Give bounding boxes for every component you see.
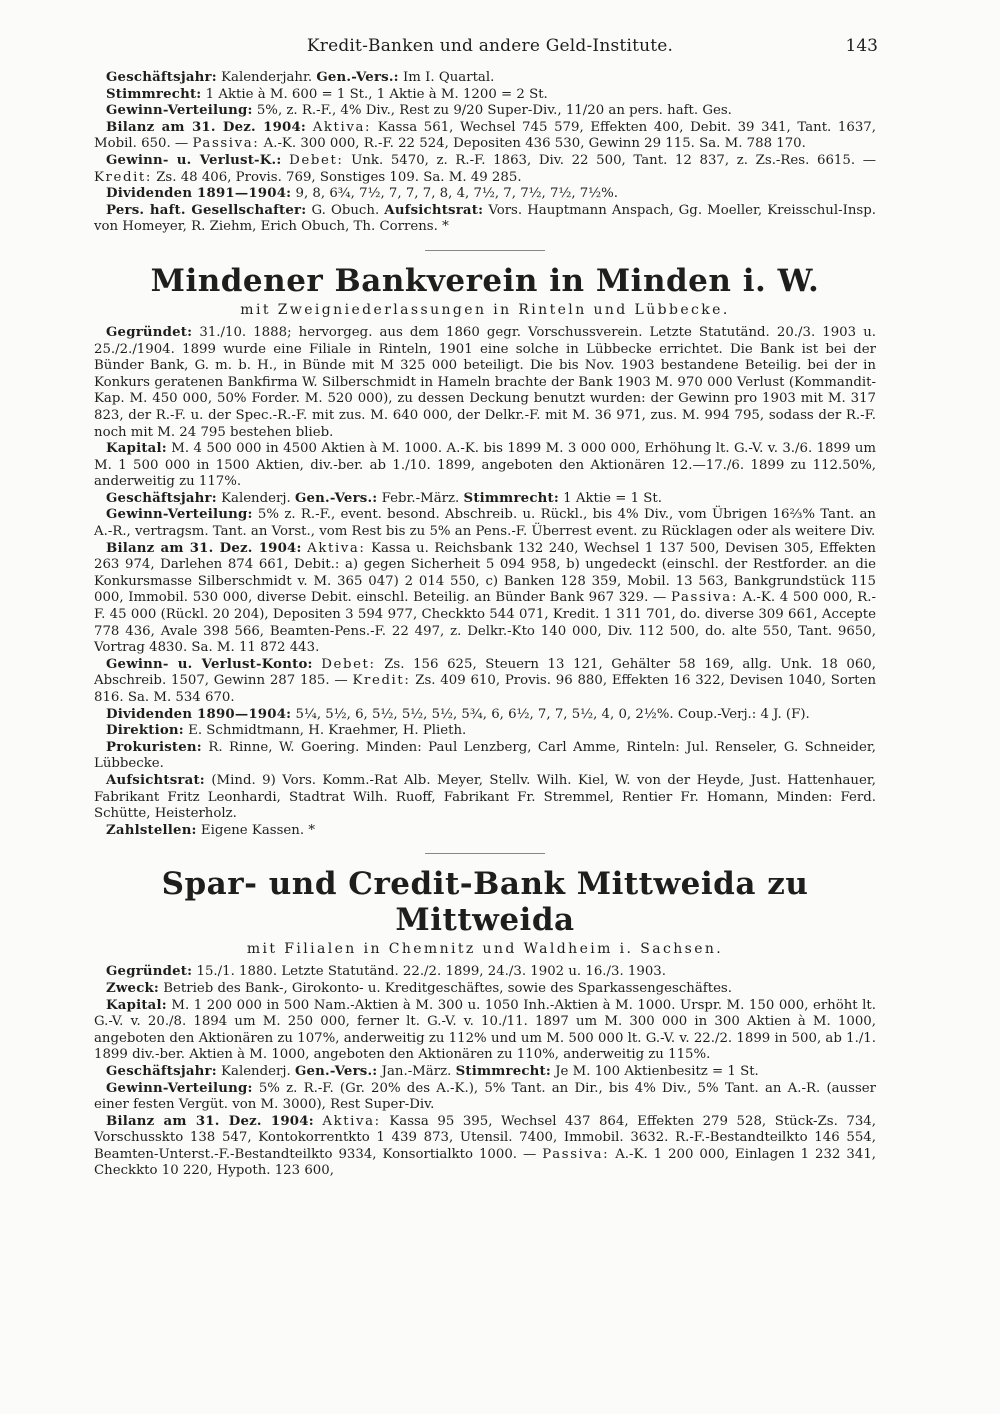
bank-subtitle: mit Zweigniederlassungen in Rinteln und Lübbecke. bbox=[240, 301, 730, 318]
aufsichtsrat-label: Aufsichtsrat: bbox=[384, 202, 484, 218]
prokuristen-paragraph bbox=[94, 740, 876, 773]
bilanz-paragraph bbox=[94, 120, 876, 153]
gesellschafter-text: G. Obuch. bbox=[311, 202, 380, 218]
guv-debet-text: Zs. 156 625, Steuern 13 121, Gehälter 58 169, allg. Unk. 18 060, Abschreib. 1507, Gewinn 287 185. — bbox=[94, 656, 876, 689]
bilanz-passiva-text: A.-K. 300 000, R.-F. 22 524, Depositen 436 530, Gewinn 29 115. Sa. M. 788 170. bbox=[263, 136, 806, 152]
bank-title: Spar- und Credit-Bank Mittweida zu Mittweida bbox=[161, 866, 809, 939]
dividenden-label: Dividenden 1891—1904: bbox=[106, 186, 292, 202]
gen-vers-label: Gen.-Vers.: bbox=[294, 1063, 378, 1079]
dividenden-text: 5¼, 5½, 6, 5½, 5½, 5½, 5¾, 6, 6½, 7, 7, 5½, 4, 0, 2½%. Coup.-Verj.: 4 J. (F). bbox=[295, 706, 810, 722]
geschaeftsjahr-text: Kalenderj. bbox=[221, 1063, 291, 1079]
bilanz-label: Bilanz am 31. Dez. 1904: bbox=[106, 119, 307, 135]
zweck-text: Betrieb des Bank-, Girokonto- u. Kreditgeschäftes, sowie des Sparkassengeschäftes. bbox=[163, 980, 732, 996]
gewinn-verteilung-paragraph bbox=[94, 507, 876, 540]
gesellschafter-paragraph bbox=[94, 203, 876, 236]
geschaeftsjahr-text: Kalenderj. bbox=[221, 490, 291, 506]
bilanz-aktiva-text: Kassa 95 395, Wechsel 437 864, Effekten 279 528, Stück-Zs. 734, Vorschusskto 138 547, Kontokorrentkto 1 439 873, Utensil. 7400, Immobil. 3632. R.-F.-Bestandteilkto 146 554, Beamten-Unterst.-F.-Bestandteilkto 9334, Konsortialkto 1000. — bbox=[94, 1113, 876, 1162]
zahlstellen-label: Zahlstellen: bbox=[106, 822, 197, 838]
debet-word: Debet: bbox=[321, 656, 376, 672]
bilanz-label: Bilanz am 31. Dez. 1904: bbox=[106, 540, 302, 556]
gegruendet-label: Gegründet: bbox=[106, 324, 193, 340]
gewinn-verteilung-label: Gewinn-Verteilung: bbox=[106, 507, 253, 523]
passiva-word: Passiva: bbox=[192, 136, 260, 152]
geschaeftsjahr-line bbox=[94, 70, 876, 87]
guv-paragraph bbox=[94, 153, 876, 186]
direktion-label: Direktion: bbox=[106, 723, 184, 739]
gewinn-verteilung-line bbox=[94, 103, 876, 120]
kredit-word: Kredit: bbox=[94, 169, 152, 185]
kapital-text: M. 1 200 000 in 500 Nam.-Aktien à M. 300 u. 1050 Inh.-Aktien à M. 1000. Urspr. M. 150 000, erhöht lt. G.-V. v. 20./8. 1894 um M. 250 000, ferner lt. G.-V. v. 10./11. 1897 um M. 300 000 in 300 Aktien à M. 1000, angeboten den Aktionären zu 107%, anderweitig zu 112% und um M. 500 000 lt. G.-V. v. 22./2. 1899 in 500, ab 1./1. 1899 div.-ber. Aktien à M. 1000, angeboten den Aktionären zu 110%, anderweitig zu 115%. bbox=[94, 997, 876, 1063]
gen-vers-label: Gen.-Vers.: bbox=[294, 490, 378, 506]
zweck-label: Zweck: bbox=[106, 980, 160, 996]
gesellschafter-label: Pers. haft. Gesellschafter: bbox=[106, 202, 307, 218]
guv-debet-text: Unk. 5470, z. R.-F. 1863, Div. 22 500, Tant. 12 837, z. Zs.-Res. 6615. — bbox=[351, 152, 876, 168]
guv-kredit-text: Zs. 48 406, Provis. 769, Sonstiges 109. Sa. M. 49 285. bbox=[156, 169, 522, 185]
zweck-line bbox=[94, 981, 876, 998]
running-title: Kredit-Banken und andere Geld-Institute. bbox=[306, 36, 674, 56]
gen-vers-text: Febr.-März. bbox=[381, 490, 460, 506]
prokuristen-text: R. Rinne, W. Goering. Minden: Paul Lenzberg, Carl Amme, Rinteln: Jul. Renseler, G. Schneider, Lübbecke. bbox=[94, 739, 876, 772]
aktiva-word: Aktiva: bbox=[322, 1113, 381, 1129]
zahlstellen-text: Eigene Kassen. bbox=[200, 822, 305, 838]
stimmrecht-text: 1 Aktie à M. 600 = 1 St., 1 Aktie à M. 1200 = 2 St. bbox=[205, 86, 548, 102]
bilanz-passiva-text: A.-K. 4 500 000, R.-F. 45 000 (Rückl. 20 204), Depositen 3 594 977, Checkkto 544 071, Kredit. 1 311 701, do. diverse 309 661, Accepte 778 436, Avale 398 566, Beamten-Pens.-F. 22 497, z. Delkr.-Kto 140 000, Div. 112 500, do. alte 550, Tant. 9650, Vortrag 4830. Sa. M. 11 872 443. bbox=[94, 590, 876, 656]
gewinn-verteilung-paragraph bbox=[94, 1081, 876, 1114]
gewinn-verteilung-label: Gewinn-Verteilung: bbox=[106, 103, 253, 119]
gegruendet-paragraph bbox=[94, 325, 876, 441]
bank-subtitle: mit Filialen in Chemnitz und Waldheim i. Sachsen. bbox=[246, 941, 724, 958]
bilanz-passiva-text: A.-K. 1 200 000, Einlagen 1 232 341, Checkkto 10 220, Hypoth. 123 600, bbox=[94, 1146, 877, 1179]
bank-entry-mindener bbox=[94, 263, 876, 839]
bilanz-label: Bilanz am 31. Dez. 1904: bbox=[106, 1113, 314, 1129]
page-content bbox=[94, 70, 876, 1180]
dividenden-paragraph bbox=[94, 707, 876, 724]
dividenden-text: 9, 8, 6¾, 7½, 7, 7, 7, 8, 4, 7½, 7, 7½, 7½, 7½%. bbox=[295, 186, 619, 202]
gewinn-verteilung-text: 5% z. R.-F. (Gr. 20% des A.-K.), 5% Tant. an Dir., bis 4% Div., 5% Tant. an A.-R. (ausser einer festen Vergüt. von M. 3000), Rest Super-Div. bbox=[94, 1080, 876, 1113]
passiva-word: Passiva: bbox=[671, 590, 738, 606]
section-divider bbox=[425, 250, 545, 251]
gegruendet-line bbox=[94, 964, 876, 981]
geschaeftsjahr-line bbox=[94, 1064, 876, 1081]
end-star: * bbox=[308, 822, 315, 838]
bilanz-paragraph bbox=[94, 1114, 876, 1180]
prokuristen-label: Prokuristen: bbox=[106, 739, 202, 755]
guv-label: Gewinn- u. Verlust-Konto: bbox=[106, 656, 313, 672]
aufsichtsrat-label: Aufsichtsrat: bbox=[106, 772, 205, 788]
kapital-paragraph bbox=[94, 441, 876, 491]
kapital-label: Kapital: bbox=[106, 441, 167, 457]
stimmrecht-label: Stimmrecht: bbox=[106, 86, 202, 102]
gewinn-verteilung-label: Gewinn-Verteilung: bbox=[106, 1080, 253, 1096]
bilanz-aktiva-text: Kassa u. Reichsbank 132 240, Wechsel 1 137 500, Devisen 305, Effekten 263 974, Darlehen 874 661, Debit.: a) gegen Sicherheit 5 094 958, b) ungedeckt (einschl. der Restforder. an die Konkursmasse Silberschmidt v. M. 365 047) 2 014 550, c) Banken 128 359, Mobil. 13 563, Bankgrundstück 115 000, Immobil. 530 000, diverse Debit. einschl. Beteilig. an Bünder Bank 967 329. — bbox=[94, 540, 876, 606]
gewinn-verteilung-text: 5%, z. R.-F., 4% Div., Rest zu 9/20 Super-Div., 11/20 an pers. haft. Ges. bbox=[256, 103, 732, 119]
geschaeftsjahr-line bbox=[94, 491, 876, 508]
guv-label: Gewinn- u. Verlust-K.: bbox=[106, 152, 282, 168]
aktiva-word: Aktiva: bbox=[312, 119, 372, 135]
gewinn-verteilung-text: 5% z. R.-F., event. besond. Abschreib. u. Rückl., bis 4% Div., vom Übrigen 16⅔% Tant. an A.-R., vertragsm. Tant. an Vorst., vom Rest bis zu 5% an Pens.-F. Überrest event. zu Rücklagen oder als weitere Div. bbox=[94, 507, 876, 540]
previous-entry bbox=[94, 70, 876, 236]
dividenden-label: Dividenden 1890—1904: bbox=[106, 706, 292, 722]
stimmrecht-line bbox=[94, 87, 876, 104]
end-star: * bbox=[442, 219, 449, 235]
direktion-line bbox=[94, 723, 876, 740]
geschaeftsjahr-label: Geschäftsjahr: bbox=[106, 1063, 217, 1079]
gegruendet-label: Gegründet: bbox=[106, 964, 193, 980]
kredit-word: Kredit: bbox=[352, 673, 411, 689]
gegruendet-text: 31./10. 1888; hervorgeg. aus dem 1860 gegr. Vorschussverein. Letzte Statutänd. 20./3. 1903 u. 25./2./1904. 1899 wurde eine Filiale in Rinteln, 1901 eine solche in Lübbecke errichtet. Die Bank ist bei der Bünder Bank, G. m. b. H., in Bünde mit M 325 000 beteiligt. Die bis Nov. 1903 bestandene Beteilig. bei der in Konkurs geratenen Bankfirma W. Silberschmidt in Hameln brachte der Bank 1903 M. 970 000 Verlust (Kommandit-Kap. M. 450 000, 50% Forder. M. 520 000), zu dessen Deckung benutzt wurden: der Gewinn pro 1903 mit M. 317 823, der R.-F. u. der Spec.-R.-F. mit zus. M. 640 000, der Delkr.-F. mit M. 36 971, zus. M. 994 795, sodass der R.-F. noch mit M. 24 795 bestehen blieb. bbox=[94, 324, 876, 440]
bank-entry-mittweida bbox=[94, 866, 876, 1180]
section-divider bbox=[425, 853, 545, 854]
gen-vers-text: Im I. Quartal. bbox=[403, 70, 495, 85]
guv-kredit-text: Zs. 409 610, Provis. 96 880, Effekten 16 322, Devisen 1040, Sorten 816. Sa. M. 534 670. bbox=[94, 673, 877, 705]
page-number: 143 bbox=[845, 36, 878, 56]
gen-vers-label: Gen.-Vers.: bbox=[316, 70, 399, 85]
guv-paragraph bbox=[94, 657, 876, 707]
bank-title: Mindener Bankverein in Minden i. W. bbox=[150, 262, 820, 299]
bilanz-paragraph bbox=[94, 541, 876, 657]
dividenden-line bbox=[94, 186, 876, 203]
stimmrecht-text: 1 Aktie = 1 St. bbox=[563, 490, 662, 506]
direktion-text: E. Schmidtmann, H. Kraehmer, H. Plieth. bbox=[188, 723, 467, 739]
geschaeftsjahr-label: Geschäftsjahr: bbox=[106, 70, 217, 85]
stimmrecht-label: Stimmrecht: bbox=[463, 490, 559, 506]
zahlstellen-line bbox=[94, 823, 876, 840]
geschaeftsjahr-label: Geschäftsjahr: bbox=[106, 490, 217, 506]
passiva-word: Passiva: bbox=[542, 1146, 610, 1162]
stimmrecht-label: Stimmrecht: bbox=[455, 1063, 551, 1079]
aufsichtsrat-paragraph bbox=[94, 773, 876, 823]
gegruendet-text: 15./1. 1880. Letzte Statutänd. 22./2. 1899, 24./3. 1902 u. 16./3. 1903. bbox=[196, 964, 666, 980]
aufsichtsrat-text: Vors. Hauptmann Anspach, Gg. Moeller, Kreisschul-Insp. von Homeyer, R. Ziehm, Erich Obuch, Th. Correns. bbox=[94, 202, 876, 235]
kapital-label: Kapital: bbox=[106, 997, 167, 1013]
aktiva-word: Aktiva: bbox=[307, 540, 366, 556]
geschaeftsjahr-text: Kalenderjahr. bbox=[221, 70, 313, 85]
stimmrecht-text: Je M. 100 Aktienbesitz = 1 St. bbox=[555, 1063, 759, 1079]
aufsichtsrat-text: (Mind. 9) Vors. Komm.-Rat Alb. Meyer, Stellv. Wilh. Kiel, W. von der Heyde, Just. Hattenhauer, Fabrikant Fritz Leonhardi, Stadtrat Wilh. Ruoff, Fabrikant Fr. Stremmel, Rentier Fr. Homann, Minden: Ferd. Schütte, Heisterholz. bbox=[94, 772, 876, 822]
gen-vers-text: Jan.-März. bbox=[381, 1063, 452, 1079]
bilanz-aktiva-text: Kassa 561, Wechsel 745 579, Effekten 400, Debit. 39 341, Tant. 1637, Mobil. 650. — bbox=[94, 119, 876, 152]
kapital-paragraph bbox=[94, 998, 876, 1064]
kapital-text: M. 4 500 000 in 4500 Aktien à M. 1000. A.-K. bis 1899 M. 3 000 000, Erhöhung lt. G.-V. v. 3./6. 1899 um M. 1 500 000 in 1500 Aktien, div.-ber. ab 1./10. 1899, angeboten den Aktionären 12.—17./6. 1899 zu 112.50%, anderweitig zu 117%. bbox=[94, 441, 876, 490]
debet-word: Debet: bbox=[289, 152, 344, 168]
